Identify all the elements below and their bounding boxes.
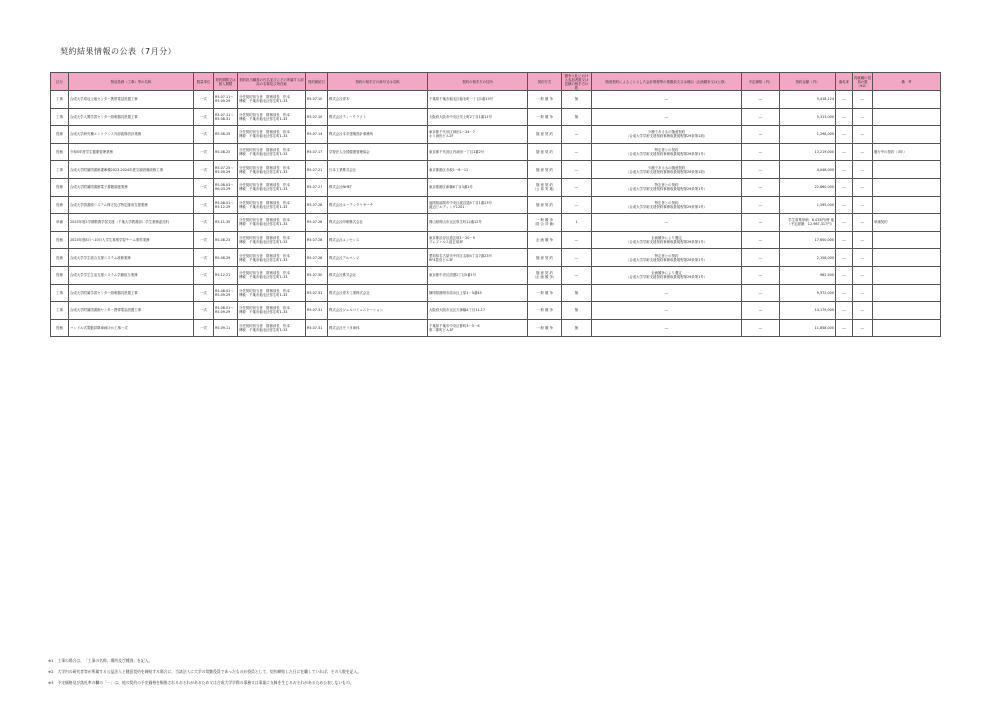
table-cell: 一式 [194,196,214,214]
table-cell: R5.08.01～ R5.09.29 [214,284,238,302]
table-cell [873,266,941,284]
table-cell: 株式会社本多建築設計事務所 [328,126,428,144]
page-title: 契約結果情報の公表（7月分） [60,47,177,56]
table-cell: 役務 [51,143,69,161]
table-cell: 履行中の契約（3年） [873,143,941,161]
table-cell: 無 [562,319,592,337]
table-cell: 1 [562,214,592,232]
table-cell: ― [853,196,873,214]
table-body [51,91,941,337]
table-cell: 学校法人全国健康管理協会 [328,143,428,161]
table-cell [873,161,941,179]
table-row [51,161,941,179]
table-cell: ― [836,178,853,196]
table-cell: 大阪府大阪市北区天神橋4丁目11-17 [428,302,528,320]
table-cell: R5.07.21 [306,161,328,179]
column-header: 落札率 [836,73,853,91]
table-cell: 役務 [51,249,69,267]
table-cell: 株式会社ティークラフト [328,108,428,126]
table-cell: 株式会社モリタ車体 [328,319,428,337]
column-header: 予定価格（円） [742,73,780,91]
table-cell: 静岡県静岡市清水区上原1－5番45 [428,284,528,302]
table-cell: ― [836,91,853,109]
table-cell: 株式会社青木工業株式会社 [328,284,428,302]
table-cell: 特定者との契約 （合成大学学術支援契約事務取扱規程第29条第1号） [592,249,742,267]
table-row [51,91,941,109]
table-cell: 一式 [194,91,214,109]
table-cell: R5.07.28 [306,214,328,232]
table-cell: 役務 [51,126,69,144]
contract-results-table [50,72,941,337]
table-cell: ― [836,196,853,214]
table-cell: 一 般 競 争 [528,108,562,126]
table-cell: 役務 [51,178,69,196]
table-header-row [51,73,941,91]
table-cell: ― [562,196,592,214]
table-cell: ― [853,284,873,302]
column-header: 区分 [51,73,69,91]
table-cell: 福岡県福岡市中央区渡辺通5丁目1番23号 渡辺ビルディング1201 [428,196,528,214]
table-cell: 分任契約担当者 財務部長 松本 博敏 千葉市稲毛区弥生町1-33 [238,178,306,196]
table-row [51,302,941,320]
table-cell: ― [742,231,780,249]
table-cell: ― [853,91,873,109]
table-cell: ― [562,178,592,196]
table-cell: 東京都千代田区内神田一丁目1番2号 [428,143,528,161]
table-cell: 合成大学学生総合支援システム改修業務 [69,249,194,267]
table-cell: 令和5年度学生健康管理業務 [69,143,194,161]
table-cell: 学生募集単価 6,038円/時 他 （予定総額 12,987,317円） [780,214,836,232]
table-cell: 千葉県千葉市中央区都町3－5－6 第二都町ビル3F [428,319,528,337]
table-cell: R5.07.11～ R5.08.31 [214,108,238,126]
table-cell: 役務 [51,231,69,249]
table-cell: ― [742,143,780,161]
table-cell: 一式 [194,266,214,284]
column-header: 物品役務（工事）等の名称 [69,73,194,91]
table-cell: 愛知県名古屋市中村区名駅4丁目7番23号 RF4豊田ビル3F [428,249,528,267]
table-cell: 工事 [51,161,69,179]
table-cell: ― [836,302,853,320]
table-cell [873,231,941,249]
table-cell: ― [562,161,592,179]
table-cell: 分任契約担当者 財務部長 松本 博敏 千葉市稲毛区弥生町1-33 [238,91,306,109]
table-cell: 分任契約担当者 財務部長 松本 博敏 千葉市稲毛区弥生町1-33 [238,161,306,179]
table-cell: ― [836,249,853,267]
column-header: 契約金額（円） [780,73,836,91]
column-header: 契約の相手方の商号又は名称 [328,73,428,91]
table-cell: 岡山県岡山市北区厚生町12番12号 [428,214,528,232]
table-cell: 分任契約担当者 財務部長 松本 博敏 千葉市稲毛区弥生町1-33 [238,319,306,337]
table-cell: ― [853,249,873,267]
table-row [51,126,941,144]
table-cell: 株式会社ジェルコミュニケーション [328,302,428,320]
table-cell: 合成大学人間学習センター照明器具設置工事 [69,108,194,126]
table-cell: ― [836,214,853,232]
table-cell: ― [592,302,742,320]
table-cell: R5.08.23 [214,231,238,249]
table-cell: R5.07.25～ R5.09.29 [214,161,238,179]
table-cell: ― [853,178,873,196]
table-cell: 合成大学附属図書館書庫棟2023-2024年度空調設備改修工事 [69,161,194,179]
table-cell: R5.08.25 [214,143,238,161]
table-cell: 企画競争により選定 （合成大学学術支援契約事務取扱規程第29条第1号） [592,231,742,249]
table-cell: 随 意 契 約 [528,196,562,214]
table-cell [873,196,941,214]
table-cell: R5.07.14 [306,126,328,144]
table-cell [873,319,941,337]
table-cell: 無 [562,108,592,126]
table-cell: 工事 [51,284,69,302]
table-cell: 東京都港区新橋6丁目3番1号 [428,178,528,196]
table-cell: ― [836,266,853,284]
table-cell: 無 [562,91,592,109]
table-cell: ― [562,231,592,249]
table-cell: ― [742,108,780,126]
table-cell: 一式 [194,143,214,161]
table-cell: 合成大学附属図書館センター携帯電話設置工事 [69,302,194,320]
table-cell: ― [853,161,873,179]
table-cell: 5,313,000 [780,108,836,126]
table-cell: 単価契約 [873,214,941,232]
table-cell: 分任契約担当者 財務部長 松本 博敏 千葉市稲毛区弥生町1-33 [238,302,306,320]
table-cell: 工事 [51,108,69,126]
table-cell: 17,600,000 [780,231,836,249]
table-row [51,319,941,337]
footnote: ※2 大学内の研究者等が所属する公益法人と随意契約を締結する場合に、当該法人に大学の常勤役員であったものが役員として、契約締結した日に在職していれば、その人数を記入。 [48,669,362,674]
column-header: 契約担当職員の氏名並びにその所属する部局の名称及び所在地 [238,73,306,91]
table-cell: R5.08.01～ R5.12.29 [214,196,238,214]
table-row [51,178,941,196]
table-row [51,108,941,126]
table-cell: R5.07.28 [306,231,328,249]
table-cell: 特定者との契約 （合成大学学術支援契約事務取扱規程第29条第1号） [592,178,742,196]
table-cell: ― [742,126,780,144]
table-cell: 株式会社株式会社 [328,266,428,284]
table-cell: 一式 [194,302,214,320]
table-cell: ― [742,319,780,337]
table-cell: ― [836,161,853,179]
table-cell: 随 意 契 約 [528,249,562,267]
table-cell: 分任契約担当者 財務部長 松本 博敏 千葉市稲毛区弥生町1-33 [238,196,306,214]
table-cell: ― [562,266,592,284]
table-cell: 少額であるもの随意契約 （合成大学学術支援契約事務取扱規程第29条第1項） [592,161,742,179]
table-row [51,284,941,302]
table-cell: 1,595,000 [780,196,836,214]
table-cell: 合成大学周辺土地センター携帯電話設置工事 [69,91,194,109]
table-cell: ― [742,161,780,179]
table-cell: R5.07.31 [306,284,328,302]
table-cell: R5.07.27 [306,178,328,196]
table-cell: ハンドル式電動昇降車両ほか工事一式 [69,319,194,337]
table-cell: 単価 [51,214,69,232]
table-cell: ― [853,108,873,126]
table-cell: 2023年度2学期教養学習支援（千葉大学教養部）学生業務委託料 [69,214,194,232]
table-cell: R5.07.28 [306,249,328,267]
table-cell: ― [836,108,853,126]
table-cell: R5.08.29 [214,249,238,267]
table-cell: 分任契約担当者 財務部長 松本 博敏 千葉市稲毛区弥生町1-33 [238,108,306,126]
table-cell: 分任契約担当者 財務部長 松本 博敏 千葉市稲毛区弥生町1-33 [238,126,306,144]
table-cell: ― [742,302,780,320]
table-cell: R5.07.28 [306,196,328,214]
table-cell: 東京都中央区清澄2丁目5番1号 [428,266,528,284]
table-cell: ― [742,196,780,214]
table-cell: ― [742,284,780,302]
table-cell: R5.07.31 [306,319,328,337]
table-cell: ― [836,284,853,302]
table-cell [873,302,941,320]
table-cell: 株式会社青木 [328,91,428,109]
table-cell: 合成大学附属学習センター照明器具設置工事 [69,284,194,302]
table-cell: 株式会社ユンセンス [328,231,428,249]
table-cell [873,178,941,196]
table-cell: ― [592,108,742,126]
table-cell: 13,219,000 [780,143,836,161]
table-cell: 日本工業株式会社 [328,161,428,179]
table-cell: 分任契約担当者 財務部長 松本 博敏 千葉市稲毛区弥生町1-33 [238,214,306,232]
table-cell: R5.07.17 [306,143,328,161]
table-cell: 無 [562,302,592,320]
column-header: 数量単位 [194,73,214,91]
table-cell: R5.07.31 [306,302,328,320]
table-cell: R5.08.01～ R5.09.29 [214,302,238,320]
table-cell: 株式会社アルペンジ [328,249,428,267]
table-cell: 22,860,000 [780,178,836,196]
table-cell: 役務 [51,319,69,337]
table-cell: ― [592,214,742,232]
table-cell: 一式 [194,178,214,196]
table-cell: 一 般 競 争 [528,319,562,337]
table-cell: 合成大学学生生活支援システム学籍担当業務 [69,266,194,284]
table-cell: R5.08.25 [214,126,238,144]
table-cell: 工事 [51,302,69,320]
table-cell: R5.09.11 [214,319,238,337]
table-cell: ― [742,249,780,267]
column-header: 契約方式 [528,73,562,91]
table-cell: 4,048,000 [780,161,836,179]
table-cell [873,91,941,109]
table-cell: R5.12.21 [214,266,238,284]
table-cell: 分任契約担当者 財務部長 松本 博敏 千葉市稲毛区弥生町1-33 [238,231,306,249]
table-cell: 9,372,000 [780,284,836,302]
table-cell: 一 般 競 争 [528,91,562,109]
table-cell: ― [742,266,780,284]
column-header: 契約の相手方の住所 [428,73,528,91]
column-header: 契約期間又は納入期限 [214,73,238,91]
table-cell: ― [853,214,873,232]
table-cell: 役務 [51,196,69,214]
table-cell: 随 意 契 約 （公 募 実 施） [528,178,562,196]
table-cell: ― [853,143,873,161]
footnotes [48,659,361,692]
column-header: 契約締結日 [306,73,328,91]
table-cell: ― [742,178,780,196]
table-cell: 一式 [194,319,214,337]
table-cell [873,249,941,267]
table-row [51,196,941,214]
table-cell: 随 意 契 約 （企 画 競 争） [528,266,562,284]
table-cell: 無 [562,284,592,302]
table-cell: R5.07.11～ R5.09.29 [214,91,238,109]
table-cell: 分任契約担当者 財務部長 松本 博敏 千葉市稲毛区弥生町1-33 [238,249,306,267]
table-row [51,266,941,284]
table-cell: 千葉県千葉市稲毛区稲毛町一丁目1番10号 [428,91,528,109]
column-header: 随意契約によることとした会計規程等の根拠条文又は理由（企画競争又は公募） [592,73,742,91]
table-cell: 少額であるもの随意契約 （合成大学学術支援契約事務取扱規程第29条第1項） [592,126,742,144]
table-cell: 一式 [194,108,214,126]
table-cell: ― [836,319,853,337]
table-cell: 特定者との契約 （合成大学学術支援契約事務取扱規程第29条第1号） [592,196,742,214]
table-cell: 一式 [194,126,214,144]
table-row [51,143,941,161]
table-cell: ― [853,302,873,320]
table-cell: 役務 [51,266,69,284]
table-cell: 合成大学研究棟エントランス外部改修設計業務 [69,126,194,144]
table-cell: 合成大学附属図書館電子書籍調達業務 [69,178,194,196]
table-cell: ― [592,91,742,109]
table-cell: ― [836,143,853,161]
table-cell [873,126,941,144]
table-cell: 企画競争により選定 （合成大学学術支援契約事務取扱規程第29条第1号） [592,266,742,284]
table-cell: ― [836,126,853,144]
table-cell: 一式 [194,161,214,179]
table-cell: 株式会社ユーテックリサーチ [328,196,428,214]
table-cell [873,108,941,126]
table-cell: 一 般 競 争 [528,302,562,320]
table-cell: ― [592,319,742,337]
table-cell: 11,858,000 [780,319,836,337]
table-row [51,231,941,249]
table-cell: ― [592,284,742,302]
table-cell [873,284,941,302]
table-cell: 企 画 競 争 [528,231,562,249]
table-cell: 分任契約担当者 財務部長 松本 博敏 千葉市稲毛区弥生町1-33 [238,143,306,161]
table-cell: 一式 [194,249,214,267]
table-cell: ― [853,231,873,249]
table-cell: 一式 [194,284,214,302]
table-cell: 5,418,124 [780,91,836,109]
table-cell: 2023年度8月～10月入学生募集学習チーム制作業務 [69,231,194,249]
table-cell: 分任契約担当者 財務部長 松本 博敏 千葉市稲毛区弥生町1-33 [238,284,306,302]
table-cell: 14,179,000 [780,302,836,320]
table-cell: 随 意 契 約 [528,143,562,161]
table-cell: ― [562,126,592,144]
table-cell: 一式 [194,231,214,249]
footnote: ※3 予定価格及び落札率の欄の「－」は、他の契約の予定価格を類推されるおそれがあるため又は合成大学学際の事務又は事業に支障を生じるおそれがあるため公表しないもの。 [48,680,354,685]
table-cell: 東京都千代田区神田1－24－7 ホリ神田ビル2F [428,126,528,144]
table-cell: 特定者との契約 （合成大学学術支援契約事務取扱規程第29条第1号） [592,143,742,161]
column-header: 再就職の役員の数（※2） [853,73,873,91]
column-header: 競争入札における参加者数又は見積の相手方の数 [562,73,592,91]
table-cell: ― [562,143,592,161]
table-cell: 一 般 競 争 （総 合 評 価） [528,214,562,232]
table-cell: R5.07.30 [306,266,328,284]
table-cell: 工事 [51,91,69,109]
table-cell: 東京都港区赤坂1－6－11 [428,161,528,179]
table-cell: R5.11.30 [214,214,238,232]
table-cell: 東京都渋谷区道玄坂1－20－5 プレファルス道玄坂3F [428,231,528,249]
table-cell: 一 般 競 争 [528,284,562,302]
table-cell: 962,500 [780,266,836,284]
table-cell: 2,156,000 [780,249,836,267]
table-cell: R5.07.10 [306,108,328,126]
table-cell: 分任契約担当者 財務部長 松本 博敏 千葉市稲毛区弥生町1-33 [238,266,306,284]
table-cell: R5.08.03～ R6.03.29 [214,178,238,196]
table-cell: ― [742,214,780,232]
table-cell: ― [562,249,592,267]
table-cell: ― [853,266,873,284]
table-cell: ― [836,231,853,249]
table-cell: ― [853,319,873,337]
table-cell: 大阪府大阪市中央区安土町2丁目1番11号 [428,108,528,126]
table-cell: ― [853,126,873,144]
table-row [51,214,941,232]
table-cell: 随 意 契 約 [528,126,562,144]
footnote: ※1 工事の場合は、「工事の名称、場所及び種別」を記入。 [48,658,153,663]
table-cell: 株式会社印刷株式会社 [328,214,428,232]
table-row [51,249,941,267]
column-header: 備 考 [873,73,941,91]
table-cell: ― [742,91,780,109]
table-cell: 株式会社NHET [328,178,428,196]
table-cell: R5.07.10 [306,91,328,109]
table-cell: 1,298,000 [780,126,836,144]
table-cell: 一式 [194,214,214,232]
table-cell: 合成大学図書館システム保守及び特定運用支援業務 [69,196,194,214]
table-cell: 随 意 契 約 [528,161,562,179]
